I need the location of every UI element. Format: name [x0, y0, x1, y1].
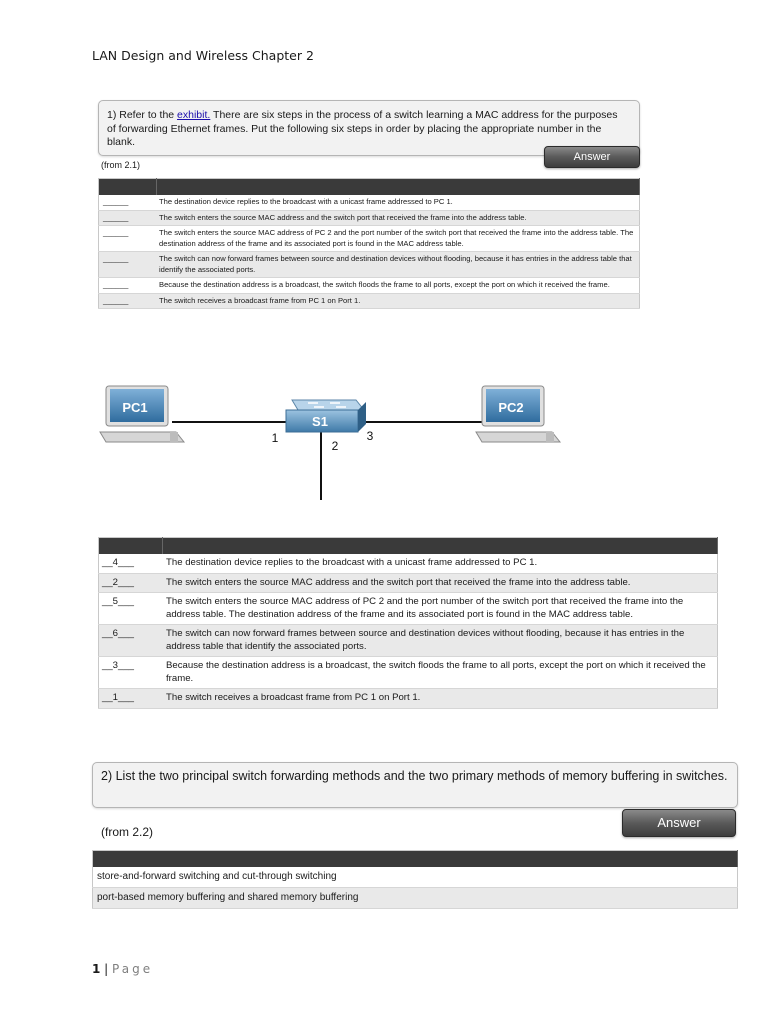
table-row: __6___ The switch can now forward frames between source and destination devices without flooding, because it has entries in the address table that identify the associated ports. — [99, 625, 718, 657]
table-row: ______ The switch enters the source MAC address and the switch port that received the frame into the address table. — [99, 210, 640, 226]
exhibit-link[interactable]: exhibit. — [177, 109, 211, 121]
table-row: ______ Because the destination address is a broadcast, the switch floods the frame to all ports, except the port on which it received the frame. — [99, 278, 640, 294]
question-1-answer-table — [98, 537, 718, 709]
question-2-answer-table — [92, 850, 738, 909]
pc2-label: PC2 — [498, 400, 524, 415]
exhibit-diagram — [92, 370, 566, 518]
table-row: __4___ The destination device replies to the broadcast with a unicast frame addressed to PC 1. — [99, 554, 718, 573]
page-footer: 1 | Page — [92, 962, 154, 976]
page-word: Page — [112, 962, 154, 976]
table-row: ______ The switch enters the source MAC address of PC 2 and the port number of the switch port that received the frame into the address table. The destination address of the frame and its associated port is found in the MAC address table. — [99, 226, 640, 252]
table-row: port-based memory buffering and shared memory buffering — [93, 888, 738, 909]
table-row: __5___ The switch enters the source MAC address of PC 2 and the port number of the switch port that received the frame into the address table. The destination address of the frame and its associated port is found in the MAC address table. — [99, 593, 718, 625]
port-1-label: 1 — [271, 431, 279, 445]
question-2-source: (from 2.2) — [101, 825, 154, 839]
pc1-label: PC1 — [122, 400, 148, 415]
document-header: LAN Design and Wireless Chapter 2 — [92, 48, 314, 63]
table-row: __2___ The switch enters the source MAC address and the switch port that received the frame into the address table. — [99, 573, 718, 593]
page-number: 1 — [92, 962, 101, 976]
question-2-text: 2) List the two principal switch forwarding methods and the two primary methods of memory buffering in switches. — [101, 769, 728, 783]
port-3-label: 3 — [366, 429, 374, 443]
network-topology — [92, 370, 566, 518]
table-row: store-and-forward switching and cut-through switching — [93, 867, 738, 888]
question-1-source: (from 2.1) — [101, 160, 141, 170]
question-1-table — [98, 178, 640, 309]
table-row: __3___ Because the destination address is a broadcast, the switch floods the frame to all ports, except the port on which it received the frame. — [99, 657, 718, 689]
table-row: ______ The switch can now forward frames between source and destination devices without flooding, because it has entries in the address table that identify the associated ports. — [99, 252, 640, 278]
table-row: ______ The destination device replies to the broadcast with a unicast frame addressed to PC 1. — [99, 195, 640, 210]
answer-button-1[interactable]: Answer — [544, 146, 640, 168]
table-row: __1___ The switch receives a broadcast frame from PC 1 on Port 1. — [99, 689, 718, 709]
answer-button-2[interactable]: Answer — [622, 809, 736, 837]
switch-label: S1 — [312, 414, 328, 429]
port-2-label: 2 — [331, 439, 339, 453]
question-2-box — [92, 762, 738, 808]
question-1-text: 1) Refer to the exhibit. There are six steps in the process of a switch learning a MAC address for the purposes of forwarding Ethernet frames. Put the following six steps in order by placing the appropriate number in the blank. — [107, 109, 618, 148]
table-row: ______ The switch receives a broadcast frame from PC 1 on Port 1. — [99, 293, 640, 309]
